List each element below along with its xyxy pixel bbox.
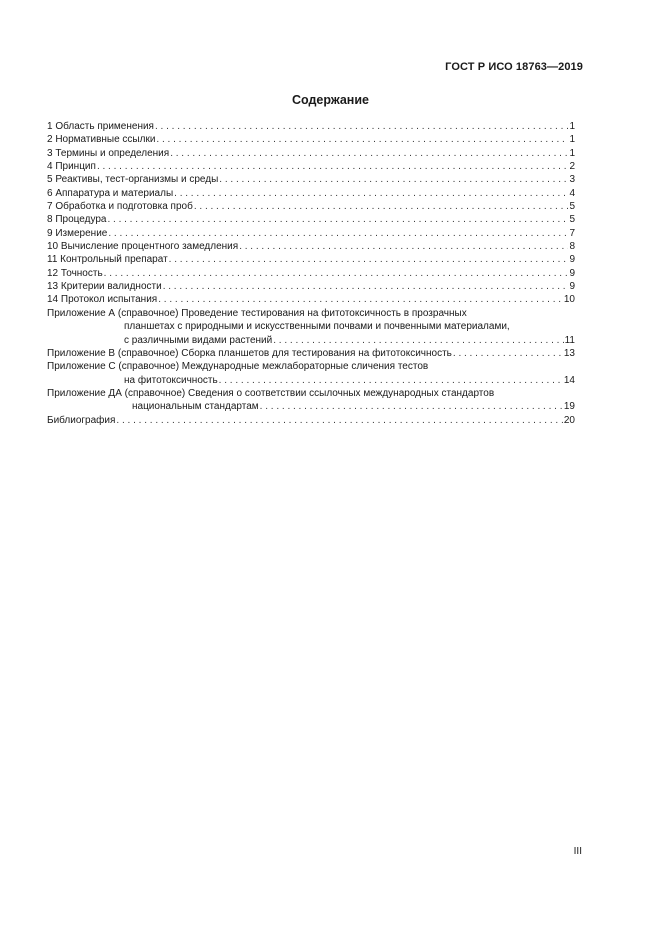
toc-line [47, 133, 575, 146]
toc-page: 14 [563, 374, 575, 386]
toc-line [47, 253, 575, 266]
toc-line [47, 187, 575, 200]
toc-leader-dots [155, 120, 568, 133]
toc-line [47, 147, 575, 160]
toc-label: Библиография [47, 414, 116, 426]
toc-line [47, 267, 575, 280]
toc-page: 1 [569, 134, 575, 146]
toc-page: 2 [569, 161, 575, 173]
toc-label: 9 Измерение [47, 227, 108, 239]
toc-label: 3 Термины и определения [47, 147, 170, 159]
toc-line [47, 227, 575, 240]
toc-entry[interactable] [47, 280, 575, 293]
toc-label: Приложение А (справочное) Проведение тестирования на фитотоксичность в прозрачных [47, 307, 467, 319]
toc-leader-dots [194, 200, 569, 213]
toc-line [47, 280, 575, 293]
toc-page: 1 [569, 121, 575, 132]
toc-leader-dots [104, 267, 569, 280]
toc-entry-bibliography[interactable] [47, 414, 575, 427]
toc-label: 6 Аппаратура и материалы [47, 187, 174, 199]
toc-label: с различными видами растений [124, 334, 273, 346]
toc-leader-dots [108, 227, 568, 240]
toc-page: 9 [569, 281, 575, 293]
toc-entry[interactable] [47, 173, 575, 186]
toc-label: 11 Контрольный препарат [47, 254, 168, 266]
toc-line [47, 360, 575, 373]
toc-page: 3 [569, 174, 575, 186]
toc-label: национальным стандартам [132, 401, 259, 413]
toc-entry[interactable] [47, 267, 575, 280]
toc-entry-annex-da[interactable] [47, 387, 575, 414]
toc-entry[interactable] [47, 120, 575, 133]
toc-label: 13 Критерии валидности [47, 281, 162, 293]
toc-page: 4 [569, 187, 575, 199]
toc-line [47, 374, 575, 387]
toc-label: 10 Вычисление процентного замедления [47, 241, 239, 253]
toc-leader-dots [170, 147, 568, 160]
toc-entry[interactable] [47, 253, 575, 266]
document-code: ГОСТ Р ИСО 18763—2019 [445, 61, 583, 73]
toc-label: Приложение ДА (справочное) Сведения о соответствии ссылочных международных стандартов [47, 387, 495, 399]
toc-entry[interactable] [47, 240, 575, 253]
toc-line [47, 173, 575, 186]
toc-label: 2 Нормативные ссылки [47, 134, 156, 146]
toc-line [47, 200, 575, 213]
toc-line [47, 387, 575, 400]
toc-leader-dots [260, 400, 563, 413]
toc-line [47, 120, 575, 133]
toc-line [47, 240, 575, 253]
toc-page: 9 [569, 254, 575, 266]
toc-line [47, 160, 575, 173]
toc-leader-dots [453, 347, 563, 360]
toc-label: планшетах с природными и искусственными почвами и почвенными материалами, [124, 321, 510, 333]
toc-leader-dots [273, 334, 563, 347]
toc-line [47, 213, 575, 226]
toc-label: 8 Процедура [47, 214, 107, 226]
toc-entry[interactable] [47, 187, 575, 200]
toc-label: 5 Реактивы, тест-организмы и среды [47, 174, 219, 186]
toc-page: 10 [563, 294, 575, 306]
toc-entry[interactable] [47, 200, 575, 213]
toc-line [47, 293, 575, 306]
toc-label: на фитотоксичность [124, 374, 218, 386]
toc-label: 4 Принцип [47, 161, 96, 173]
toc-leader-dots [158, 293, 563, 306]
toc-entry[interactable] [47, 133, 575, 146]
toc-label: 14 Протокол испытания [47, 294, 158, 306]
toc-leader-dots [116, 414, 562, 427]
toc-line [47, 334, 575, 347]
toc-page: 8 [569, 241, 575, 253]
toc-leader-dots [239, 240, 568, 253]
toc-page: 9 [569, 267, 575, 279]
toc-line [47, 347, 575, 360]
toc-page: 19 [563, 401, 575, 413]
toc-line [47, 414, 575, 427]
toc-leader-dots [163, 280, 569, 293]
toc-leader-dots [219, 374, 563, 387]
toc-label: 12 Точность [47, 267, 103, 279]
toc-leader-dots [156, 133, 568, 146]
toc-page: 7 [569, 227, 575, 239]
toc-page: 13 [563, 347, 575, 359]
toc-leader-dots [107, 213, 568, 226]
toc-entry[interactable] [47, 147, 575, 160]
toc-leader-dots [219, 173, 568, 186]
toc-line [47, 320, 575, 333]
toc-line [47, 307, 575, 320]
toc-page: 5 [569, 214, 575, 226]
toc-entry[interactable] [47, 227, 575, 240]
toc-leader-dots [169, 253, 569, 266]
toc-leader-dots [97, 160, 569, 173]
toc-page: 5 [569, 201, 575, 213]
toc-label: Приложение С (справочное) Международные межлабораторные сличения тестов [47, 361, 429, 373]
table-of-contents [47, 120, 575, 427]
toc-entry-annex-b[interactable] [47, 347, 575, 360]
toc-entry[interactable] [47, 293, 575, 306]
toc-entry-annex-a[interactable] [47, 307, 575, 347]
toc-label: Приложение В (справочное) Сборка планшетов для тестирования на фитотоксичность [47, 347, 452, 359]
toc-entry[interactable] [47, 160, 575, 173]
toc-title: Содержание [291, 93, 369, 107]
toc-label: 7 Обработка и подготовка проб [47, 201, 193, 213]
toc-line [47, 400, 575, 413]
toc-label: 1 Область применения [47, 121, 154, 132]
page-number: III [573, 846, 582, 857]
toc-entry-annex-c[interactable] [47, 360, 575, 387]
toc-entry[interactable] [47, 213, 575, 226]
toc-page: 1 [569, 147, 575, 159]
toc-page: 20 [563, 414, 575, 426]
toc-page: 11 [564, 334, 575, 346]
toc-leader-dots [174, 187, 568, 200]
